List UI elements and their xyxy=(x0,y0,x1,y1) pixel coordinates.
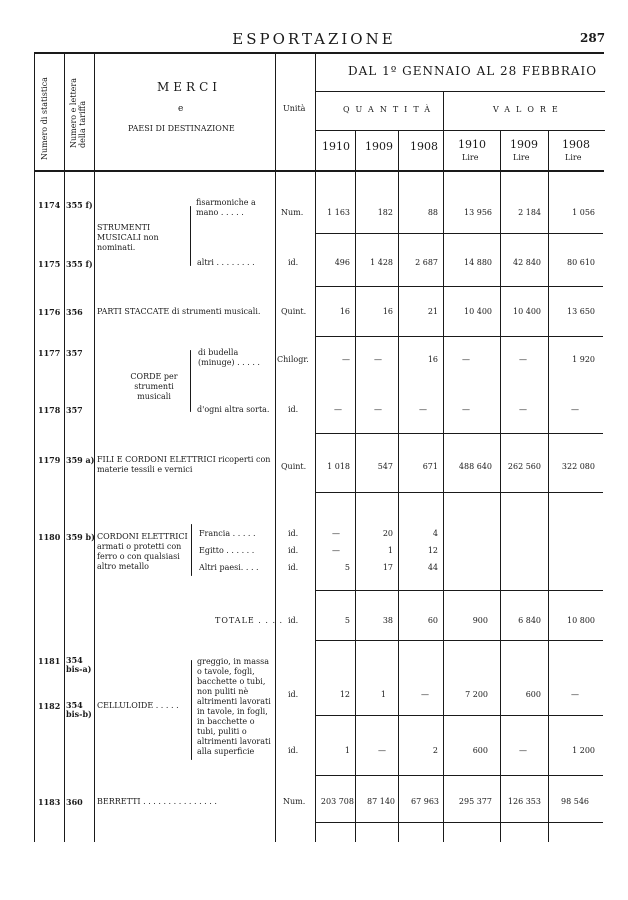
qty-1909: 17 xyxy=(382,563,393,572)
sub-label: altri . . . . . . . . xyxy=(197,258,255,267)
col-rule xyxy=(64,52,65,842)
qty-1909: 1 428 xyxy=(370,258,393,267)
stat-number: 1183 xyxy=(38,797,61,807)
header-year-q1908: 1908 xyxy=(410,140,438,153)
tariff-number: 359 a) xyxy=(66,455,95,465)
qty-1910: — xyxy=(334,405,342,414)
unit: Quint. xyxy=(281,307,307,316)
val-1909: — xyxy=(519,355,527,364)
val-1909: — xyxy=(519,746,527,755)
val-1910: 10 400 xyxy=(464,307,492,316)
col-rule xyxy=(398,130,399,842)
qty-1909: 16 xyxy=(382,307,393,316)
header-quantita: QUANTITÀ xyxy=(343,105,437,114)
tariff-number: 354 bis-b) xyxy=(66,700,92,719)
qty-1910: 203 708 xyxy=(320,797,354,806)
val-1910: 14 880 xyxy=(464,258,492,267)
group-label: PARTI STACCATE di strumenti musicali. xyxy=(97,307,261,316)
qty-1909: 20 xyxy=(382,529,393,538)
qty-1908: 21 xyxy=(427,307,438,316)
header-top-rule xyxy=(34,52,604,54)
val-1909: — xyxy=(519,405,527,414)
group-label: STRUMENTI MUSICALI non nominati. xyxy=(97,223,159,252)
header-merci: MERCI xyxy=(157,80,222,94)
country-label: Altri paesi. . . . xyxy=(199,563,259,572)
qty-1909: — xyxy=(378,746,386,755)
brace xyxy=(191,660,192,760)
header-year-q1909: 1909 xyxy=(365,140,393,153)
stat-number: 1180 xyxy=(38,532,61,542)
header-year-q1910: 1910 xyxy=(322,140,350,153)
qty-1910: — xyxy=(332,546,340,555)
qty-1910: 1 xyxy=(344,746,350,755)
stat-number: 1179 xyxy=(38,455,61,465)
header-lire: Lire xyxy=(513,153,530,162)
unit: id. xyxy=(288,616,299,625)
col-rule xyxy=(500,130,501,842)
unit: Quint. xyxy=(281,462,307,471)
val-1909: 10 400 xyxy=(513,307,541,316)
val-1910: — xyxy=(462,405,470,414)
unit: id. xyxy=(288,563,299,572)
val-1908: 322 080 xyxy=(561,462,595,471)
val-1910: 295 377 xyxy=(458,797,492,806)
qty-1910: 12 xyxy=(339,690,350,699)
header-unita: Unità xyxy=(283,104,306,113)
stat-number: 1182 xyxy=(38,701,61,711)
col-rule xyxy=(315,52,316,842)
qty-1908: 88 xyxy=(427,208,438,217)
val-1909: 600 xyxy=(525,690,541,699)
qty-1908: 16 xyxy=(427,355,438,364)
row-rule xyxy=(316,336,603,337)
row-rule xyxy=(316,233,603,234)
qty-1908: — xyxy=(419,405,427,414)
qty-1909: 547 xyxy=(377,462,393,471)
sub-label: d'ogni altra sorta. xyxy=(197,405,270,414)
stat-number: 1181 xyxy=(38,656,61,666)
sub-label: di budella (minuge) . . . . . xyxy=(198,348,260,367)
col-rule xyxy=(34,52,35,842)
col-rule xyxy=(355,130,356,842)
header-lire: Lire xyxy=(462,153,479,162)
header-paesi: PAESI DI DESTINAZIONE xyxy=(128,124,235,133)
qty-1908: 2 xyxy=(432,746,438,755)
header-lire: Lire xyxy=(565,153,582,162)
val-1909: 2 184 xyxy=(518,208,541,217)
unit: id. xyxy=(288,258,299,267)
header-stat-number: Numero di statistica xyxy=(40,77,49,160)
row-rule xyxy=(316,286,603,287)
val-1910: 600 xyxy=(472,746,488,755)
header-period: DAL 1º GENNAIO AL 28 FEBBRAIO xyxy=(348,64,598,78)
val-1910: 13 956 xyxy=(464,208,492,217)
qty-1909: 1 xyxy=(387,546,393,555)
unit: id. xyxy=(288,405,299,414)
group-label: CELLULOIDE . . . . . xyxy=(97,701,179,710)
row-rule xyxy=(316,822,603,823)
qty-1908: — xyxy=(421,690,429,699)
qty-1909: — xyxy=(374,405,382,414)
group-label: CORDE per strumenti musicali xyxy=(130,372,178,401)
qty-1910: 5 xyxy=(344,616,350,625)
qty-1909: 1 xyxy=(380,690,386,699)
val-1908: 1 200 xyxy=(572,746,595,755)
qty-1910: 1 163 xyxy=(327,208,350,217)
val-1908: 1 920 xyxy=(572,355,595,364)
qty-1910: — xyxy=(332,529,340,538)
header-bottom-rule xyxy=(34,170,604,172)
stat-number: 1177 xyxy=(38,348,61,358)
tariff-number: 359 b) xyxy=(66,532,95,542)
qty-1908: 60 xyxy=(427,616,438,625)
sub-label: fisarmoniche a mano . . . . . xyxy=(196,198,256,217)
qty-1910: 16 xyxy=(339,307,350,316)
qty-1909: 38 xyxy=(382,616,393,625)
sub-label: greggio, in massa o tavole, fogli, bacchette o tubi, non puliti nè altrimenti lavorati xyxy=(197,657,271,706)
val-1910: — xyxy=(462,355,470,364)
totale-label: TOTALE . . . . xyxy=(215,616,284,625)
qty-1909: — xyxy=(374,355,382,364)
subhead-rule xyxy=(315,130,605,131)
tariff-number: 357 xyxy=(66,348,83,358)
tariff-number: 355 f) xyxy=(66,200,93,210)
qty-1910: 5 xyxy=(344,563,350,572)
unit: id. xyxy=(288,746,299,755)
unit: id. xyxy=(288,690,299,699)
val-1909: 6 840 xyxy=(518,616,541,625)
header-tariff-number: Numero e lettera della tariffa xyxy=(69,78,87,148)
col-rule xyxy=(548,130,549,842)
period-rule xyxy=(315,91,605,92)
qty-1910: 496 xyxy=(334,258,350,267)
tariff-number: 355 f) xyxy=(66,259,93,269)
group-label: BERRETTI . . . . . . . . . . . . . . . xyxy=(97,797,217,806)
val-1908: — xyxy=(571,405,579,414)
page-number: 287 xyxy=(580,31,606,45)
stat-number: 1176 xyxy=(38,307,61,317)
val-1910: 488 640 xyxy=(458,462,492,471)
qty-1908: 2 687 xyxy=(415,258,438,267)
tariff-number: 354 bis-a) xyxy=(66,655,92,674)
stat-number: 1174 xyxy=(38,200,61,210)
stat-number: 1178 xyxy=(38,405,61,415)
header-e: e xyxy=(178,104,184,114)
page-title: ESPORTAZIONE xyxy=(232,30,396,48)
row-rule xyxy=(316,640,603,641)
val-1910: 900 xyxy=(472,616,488,625)
val-1908: 1 056 xyxy=(572,208,595,217)
unit: Num. xyxy=(281,208,304,217)
brace xyxy=(191,524,192,576)
val-1908: 80 610 xyxy=(567,258,595,267)
qty-1908: 671 xyxy=(422,462,438,471)
val-1908: 10 800 xyxy=(567,616,595,625)
row-rule xyxy=(316,590,603,591)
stat-number: 1175 xyxy=(38,259,61,269)
col-rule xyxy=(94,52,95,842)
brace xyxy=(190,206,191,266)
row-rule xyxy=(316,492,603,493)
col-rule xyxy=(275,52,276,842)
header-year-v1910: 1910 xyxy=(458,138,486,151)
val-1908: — xyxy=(571,690,579,699)
header-year-v1909: 1909 xyxy=(510,138,538,151)
header-year-v1908: 1908 xyxy=(562,138,590,151)
val-1908: 13 650 xyxy=(567,307,595,316)
unit: id. xyxy=(288,529,299,538)
header-valore: VALORE xyxy=(493,105,564,114)
group-label: FILI E CORDONI ELETTRICI ricoperti con materie tessili e vernici xyxy=(97,455,271,474)
val-1909: 126 353 xyxy=(507,797,541,806)
qty-1908: 4 xyxy=(432,529,438,538)
country-label: Francia . . . . . xyxy=(199,529,256,538)
tariff-number: 357 xyxy=(66,405,83,415)
unit: Chilogr. xyxy=(277,355,309,364)
val-1909: 42 840 xyxy=(513,258,541,267)
unit: Num. xyxy=(283,797,306,806)
val-1908: 98 546 xyxy=(561,797,589,806)
qty-1909: 182 xyxy=(377,208,393,217)
unit: id. xyxy=(288,546,299,555)
qty-1910: — xyxy=(342,355,350,364)
val-1909: 262 560 xyxy=(507,462,541,471)
brace xyxy=(190,350,191,412)
row-rule xyxy=(316,715,603,716)
row-rule xyxy=(316,433,603,434)
qty-1908: 12 xyxy=(427,546,438,555)
group-label: CORDONI ELETTRICI armati o protetti con ferro o con qualsiasi altro metallo xyxy=(97,532,188,571)
row-rule xyxy=(316,775,603,776)
country-label: Egitto . . . . . . xyxy=(199,546,255,555)
qty-1910: 1 018 xyxy=(327,462,350,471)
qty-1908: 44 xyxy=(427,563,438,572)
qty-1908: 67 963 xyxy=(411,797,439,806)
val-1910: 7 200 xyxy=(465,690,488,699)
qty-1909: 87 140 xyxy=(367,797,395,806)
tariff-number: 356 xyxy=(66,307,83,317)
tariff-number: 360 xyxy=(66,797,83,807)
sub-label: in tavole, in fogli, in bacchette o tubi, puliti o altrimenti lavorati alla superficie xyxy=(197,707,271,756)
